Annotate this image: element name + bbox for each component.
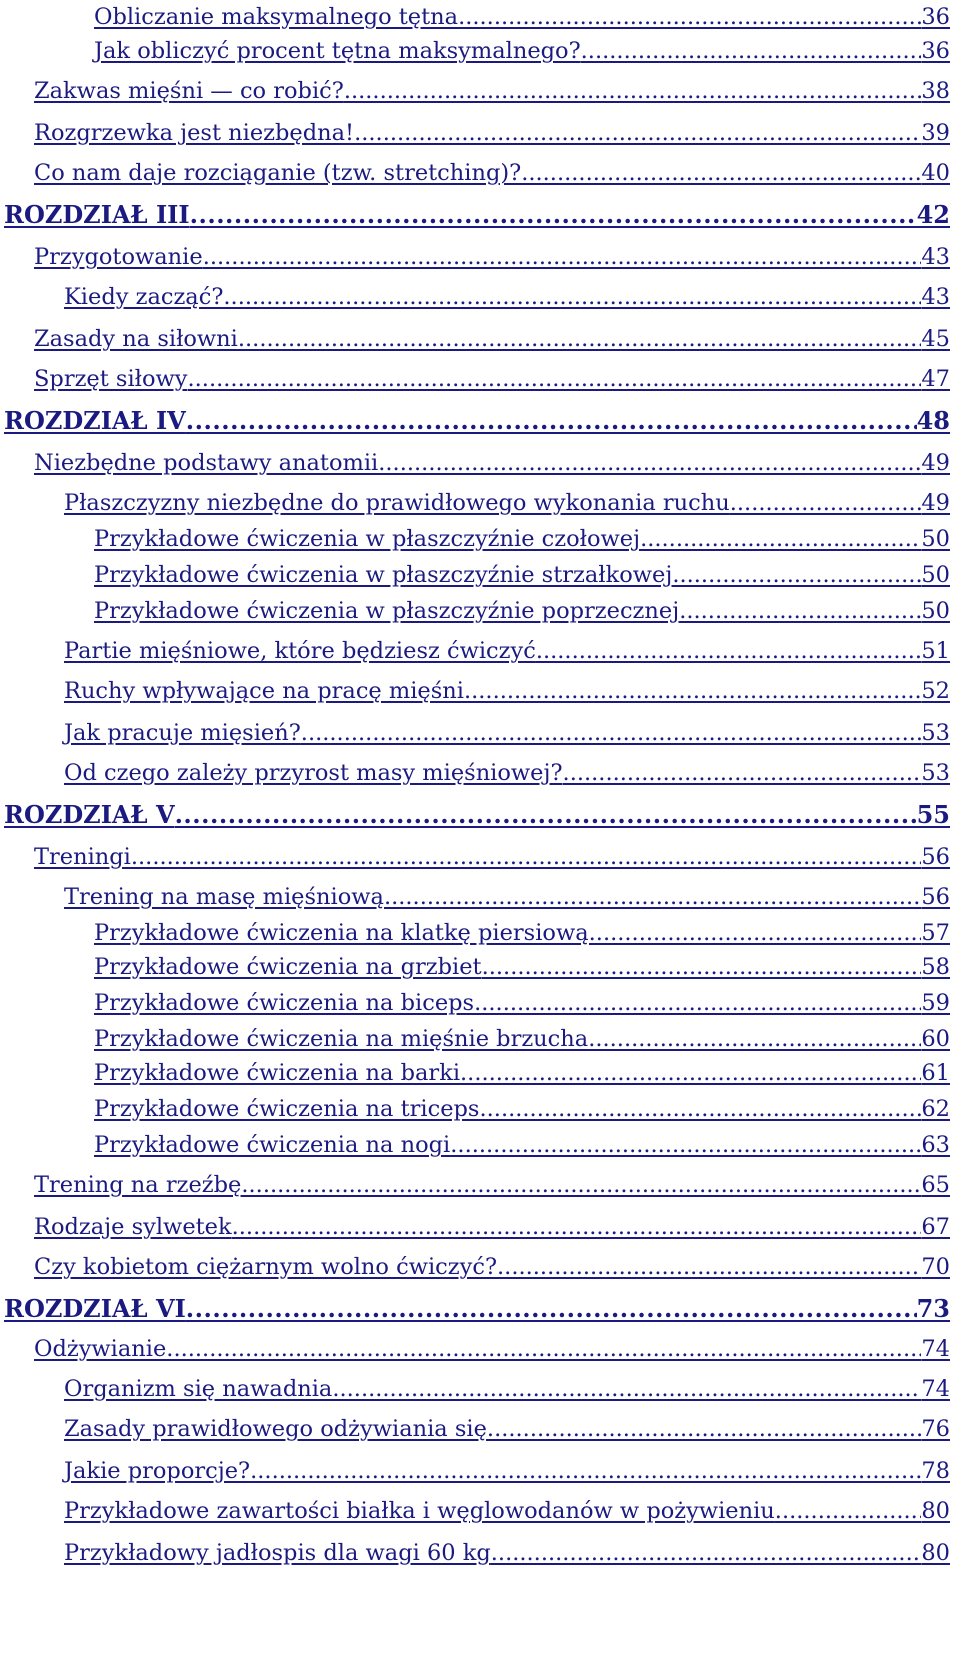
toc-dot-leader	[238, 324, 921, 354]
toc-dot-leader	[474, 988, 921, 1018]
toc-page-number: 45	[921, 326, 950, 352]
toc-page-number: 62	[921, 1096, 950, 1122]
toc-entry-link[interactable]	[34, 364, 950, 394]
toc-dot-leader	[131, 842, 922, 872]
toc-entry-title: Przykładowe ćwiczenia na barki	[94, 1060, 461, 1086]
toc-entry-link[interactable]	[94, 1130, 950, 1160]
toc-page-number: 70	[921, 1254, 950, 1280]
toc-dot-leader	[186, 406, 917, 436]
toc-entry-link[interactable]	[64, 882, 950, 912]
toc-page-number: 50	[921, 598, 950, 624]
toc-dot-leader	[223, 282, 921, 312]
toc-page-number: 59	[921, 990, 950, 1016]
toc-page-number: 49	[921, 450, 950, 476]
toc-dot-leader	[479, 1094, 921, 1124]
toc-entry-title: Ruchy wpływające na pracę mięśni	[64, 678, 464, 704]
toc-page-number: 42	[916, 200, 950, 229]
toc-page-number: 39	[921, 120, 950, 146]
toc-entry-title: Przykładowe ćwiczenia w płaszczyźnie strzałkowej	[94, 562, 673, 588]
toc-dot-leader	[521, 158, 921, 188]
toc-dot-leader	[497, 1252, 921, 1282]
toc-page-number: 67	[921, 1214, 950, 1240]
toc-entry-link[interactable]	[34, 324, 950, 354]
toc-dot-leader	[450, 1130, 921, 1160]
toc-page-number: 49	[921, 490, 950, 516]
toc-entry-link[interactable]	[64, 636, 950, 666]
toc-entry-title: ROZDZIAŁ V	[4, 800, 175, 829]
toc-page-number: 60	[921, 1026, 950, 1052]
toc-page-number: 36	[921, 4, 950, 30]
toc-entry-title: Jakie proporcje?	[64, 1458, 251, 1484]
toc-entry-link[interactable]	[34, 118, 950, 148]
toc-dot-leader	[679, 596, 921, 626]
toc-entry-title: Trening na masę mięśniową	[64, 884, 384, 910]
toc-entry-link[interactable]	[34, 1334, 950, 1364]
toc-entry-title: Co nam daje rozciąganie (tzw. stretching)?	[34, 160, 522, 186]
toc-entry-title: Przykładowe ćwiczenia na klatkę piersiową	[94, 920, 589, 946]
toc-page-number: 38	[921, 78, 950, 104]
toc-page-number: 78	[921, 1458, 950, 1484]
toc-entry-link[interactable]	[94, 1094, 950, 1124]
toc-dot-leader	[186, 1294, 917, 1324]
toc-page-number: 80	[921, 1540, 950, 1566]
toc-dot-leader	[464, 676, 921, 706]
toc-entry-title: Przykładowe zawartości białka i węglowodanów w pożywieniu	[64, 1498, 775, 1524]
toc-entry-title: Czy kobietom ciężarnym wolno ćwiczyć?	[34, 1254, 498, 1280]
toc-dot-leader	[203, 242, 922, 272]
toc-entry-title: ROZDZIAŁ III	[4, 200, 190, 229]
toc-dot-leader	[188, 364, 922, 394]
toc-dot-leader	[344, 76, 922, 106]
toc-dot-leader	[241, 1170, 921, 1200]
toc-entry-title: Obliczanie maksymalnego tętna	[94, 4, 459, 30]
toc-chapter-link[interactable]	[4, 1294, 950, 1324]
toc-entry-title: ROZDZIAŁ IV	[4, 406, 186, 435]
toc-entry-link[interactable]	[34, 242, 950, 272]
toc-entry-title: Niezbędne podstawy anatomii	[34, 450, 379, 476]
toc-entry-link[interactable]	[94, 1024, 950, 1054]
toc-dot-leader	[354, 118, 921, 148]
toc-entry-title: Jak obliczyć procent tętna maksymalnego?	[94, 38, 581, 64]
toc-entry-title: Kiedy zacząć?	[64, 284, 224, 310]
toc-dot-leader	[640, 524, 921, 554]
toc-dot-leader	[491, 1538, 922, 1568]
toc-page-number: 50	[921, 526, 950, 552]
toc-entry-title: Treningi	[34, 844, 131, 870]
toc-page-number: 43	[921, 244, 950, 270]
toc-entry-title: Odżywianie	[34, 1336, 167, 1362]
toc-entry-link[interactable]	[64, 718, 950, 748]
toc-page-number: 48	[916, 406, 950, 435]
toc-page-number: 80	[921, 1498, 950, 1524]
toc-entry-title: Zasady prawidłowego odżywiania się	[64, 1416, 487, 1442]
toc-dot-leader	[384, 882, 921, 912]
toc-page-number: 50	[921, 562, 950, 588]
toc-page-number: 52	[921, 678, 950, 704]
toc-page-number: 55	[916, 800, 950, 829]
toc-entry-title: Przykładowy jadłospis dla wagi 60 kg	[64, 1540, 491, 1566]
toc-entry-link[interactable]	[34, 158, 950, 188]
toc-dot-leader	[190, 200, 917, 230]
toc-entry-title: Przykładowe ćwiczenia na triceps	[94, 1096, 480, 1122]
toc-entry-title: Partie mięśniowe, które będziesz ćwiczyć	[64, 638, 536, 664]
toc-entry-link[interactable]	[94, 596, 950, 626]
toc-page-number: 56	[921, 884, 950, 910]
toc-page-number: 53	[921, 760, 950, 786]
toc-page-number: 65	[921, 1172, 950, 1198]
toc-entry-title: Zakwas mięśni — co robić?	[34, 78, 344, 104]
toc-entry-link[interactable]	[34, 842, 950, 872]
toc-page-number: 63	[921, 1132, 950, 1158]
toc-page-number: 43	[921, 284, 950, 310]
toc-entry-link[interactable]	[64, 676, 950, 706]
toc-entry-title: Zasady na siłowni	[34, 326, 238, 352]
toc-entry-link[interactable]	[94, 918, 950, 948]
toc-page-number: 58	[921, 954, 950, 980]
toc-dot-leader	[301, 718, 922, 748]
toc-entry-title: Od czego zależy przyrost masy mięśniowej?	[64, 760, 563, 786]
toc-page-number: 76	[921, 1416, 950, 1442]
toc-page-number: 36	[921, 38, 950, 64]
toc-page-number: 57	[921, 920, 950, 946]
toc-entry-title: Sprzęt siłowy	[34, 366, 188, 392]
toc-entry-link[interactable]	[64, 1414, 950, 1444]
toc-dot-leader	[589, 918, 922, 948]
toc-page-number: 53	[921, 720, 950, 746]
toc-entry-link[interactable]	[34, 76, 950, 106]
toc-entry-link[interactable]	[34, 1252, 950, 1282]
toc-entry-link[interactable]	[64, 1374, 950, 1404]
toc-entry-title: ROZDZIAŁ VI	[4, 1294, 186, 1323]
toc-entry-link[interactable]	[94, 36, 950, 66]
toc-page-number: 40	[921, 160, 950, 186]
toc-entry-title: Przykładowe ćwiczenia w płaszczyźnie poprzecznej	[94, 598, 680, 624]
toc-entry-link[interactable]	[34, 448, 950, 478]
toc-entry-title: Przykładowe ćwiczenia na nogi	[94, 1132, 451, 1158]
toc-entry-title: Rodzaje sylwetek	[34, 1214, 232, 1240]
toc-dot-leader	[458, 2, 921, 32]
toc-entry-title: Przykładowe ćwiczenia w płaszczyźnie czołowej	[94, 526, 641, 552]
toc-dot-leader	[332, 1374, 921, 1404]
toc-page-number: 47	[921, 366, 950, 392]
toc-entry-title: Przykładowe ćwiczenia na mięśnie brzucha	[94, 1026, 589, 1052]
toc-dot-leader	[730, 488, 922, 518]
toc-dot-leader	[487, 1414, 921, 1444]
toc-entry-link[interactable]	[94, 2, 950, 32]
toc-entry-title: Przykładowe ćwiczenia na biceps	[94, 990, 475, 1016]
toc-entry-title: Trening na rzeźbę	[34, 1172, 242, 1198]
toc-entry-link[interactable]	[64, 1496, 950, 1526]
toc-entry-link[interactable]	[34, 1212, 950, 1242]
toc-page-number: 56	[921, 844, 950, 870]
toc-dot-leader	[232, 1212, 922, 1242]
toc-entry-link[interactable]	[34, 1170, 950, 1200]
toc-entry-link[interactable]	[94, 1058, 950, 1088]
toc-chapter-link[interactable]	[4, 800, 950, 830]
toc-chapter-link[interactable]	[4, 200, 950, 230]
toc-entry-link[interactable]	[64, 1456, 950, 1486]
toc-entry-title: Przykładowe ćwiczenia na grzbiet	[94, 954, 482, 980]
toc-dot-leader	[250, 1456, 921, 1486]
toc-dot-leader	[563, 758, 922, 788]
toc-entry-title: Rozgrzewka jest niezbędna!	[34, 120, 355, 146]
toc-page-number: 73	[916, 1294, 950, 1323]
toc-entry-link[interactable]	[94, 988, 950, 1018]
toc-dot-leader	[166, 1334, 921, 1364]
toc-dot-leader	[378, 448, 921, 478]
toc-page-number: 51	[921, 638, 950, 664]
toc-entry-link[interactable]	[94, 560, 950, 590]
toc-page-number: 61	[921, 1060, 950, 1086]
toc-entry-title: Organizm się nawadnia	[64, 1376, 333, 1402]
toc-entry-link[interactable]	[94, 524, 950, 554]
toc-entry-title: Płaszczyzny niezbędne do prawidłowego wykonania ruchu	[64, 490, 730, 516]
toc-dot-leader	[581, 36, 922, 66]
toc-entry-link[interactable]	[94, 952, 950, 982]
toc-page-number: 74	[921, 1336, 950, 1362]
toc-entry-link[interactable]	[64, 488, 950, 518]
toc-dot-leader	[460, 1058, 921, 1088]
toc-entry-link[interactable]	[64, 282, 950, 312]
toc-dot-leader	[775, 1496, 922, 1526]
toc-dot-leader	[672, 560, 921, 590]
toc-dot-leader	[482, 952, 922, 982]
toc-chapter-link[interactable]	[4, 406, 950, 436]
toc-dot-leader	[588, 1024, 921, 1054]
toc-entry-title: Przygotowanie	[34, 244, 203, 270]
toc-entry-title: Jak pracuje mięsień?	[64, 720, 301, 746]
toc-entry-link[interactable]	[64, 758, 950, 788]
toc-dot-leader	[536, 636, 922, 666]
toc-dot-leader	[175, 800, 917, 830]
toc-entry-link[interactable]	[64, 1538, 950, 1568]
toc-page-number: 74	[921, 1376, 950, 1402]
